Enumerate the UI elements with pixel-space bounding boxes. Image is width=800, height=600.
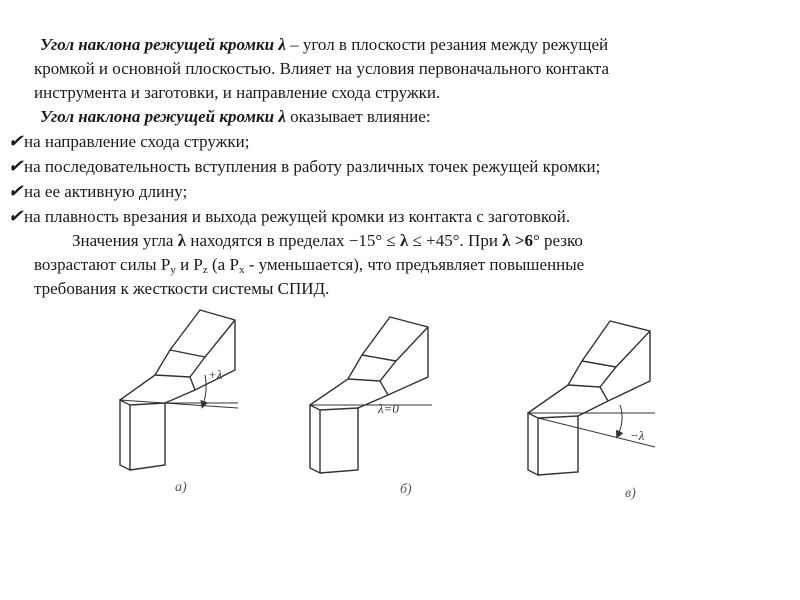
bullet-item: ✔на плавность врезания и выхода режущей кромки из контакта с заготовкой.: [8, 206, 571, 226]
term-lambda: Угол наклона режущей кромки λ: [40, 35, 286, 54]
cutting-edge-figures: [90, 295, 710, 525]
bullet-item: ✔на последовательность вступления в работу различных точек режущей кромки;: [8, 156, 601, 176]
paragraph-1-line-3: инструмента и заготовки, и направление схода стружки.: [34, 83, 441, 102]
figure-b-caption: б): [400, 482, 412, 497]
figure-c: [528, 321, 655, 475]
figure-a-caption: а): [175, 480, 187, 495]
check-icon: ✔: [8, 206, 24, 226]
bullet-item: ✔на ее активную длину;: [8, 181, 188, 201]
paragraph-2: Угол наклона режущей кромки λ оказывает влияние:: [40, 107, 431, 126]
figure-b-angle-label: λ=0: [378, 401, 399, 416]
figure-a-angle-label: +λ: [208, 367, 223, 382]
check-icon: ✔: [8, 131, 24, 151]
paragraph-3-line-1: Значения угла λ находятся в пределах −15° ≤ λ ≤ +45°. При λ >6° резко: [72, 231, 583, 250]
paragraph-3-line-2: возрастают силы $P_y$ и $P_z$ (а $P_x$ - уменьшается), что предъявляет повышенные: [34, 255, 585, 276]
figure-a: [120, 310, 238, 470]
figure-c-angle-label: −λ: [630, 428, 645, 443]
figure-c-caption: в): [625, 486, 636, 501]
check-icon: ✔: [8, 181, 24, 201]
term-lambda-2: Угол наклона режущей кромки λ: [40, 107, 286, 126]
paragraph-3-line-3: требования к жесткости системы СПИД.: [34, 279, 330, 298]
bullet-item: ✔на направление схода стружки;: [8, 131, 250, 151]
paragraph-1-line-2: кромкой и основной плоскостью. Влияет на условия первоначального контакта: [34, 59, 609, 78]
paragraph-1-line-1: Угол наклона режущей кромки λ – угол в плоскости резания между режущей: [40, 35, 609, 54]
figure-b: [310, 317, 432, 473]
check-icon: ✔: [8, 156, 24, 176]
